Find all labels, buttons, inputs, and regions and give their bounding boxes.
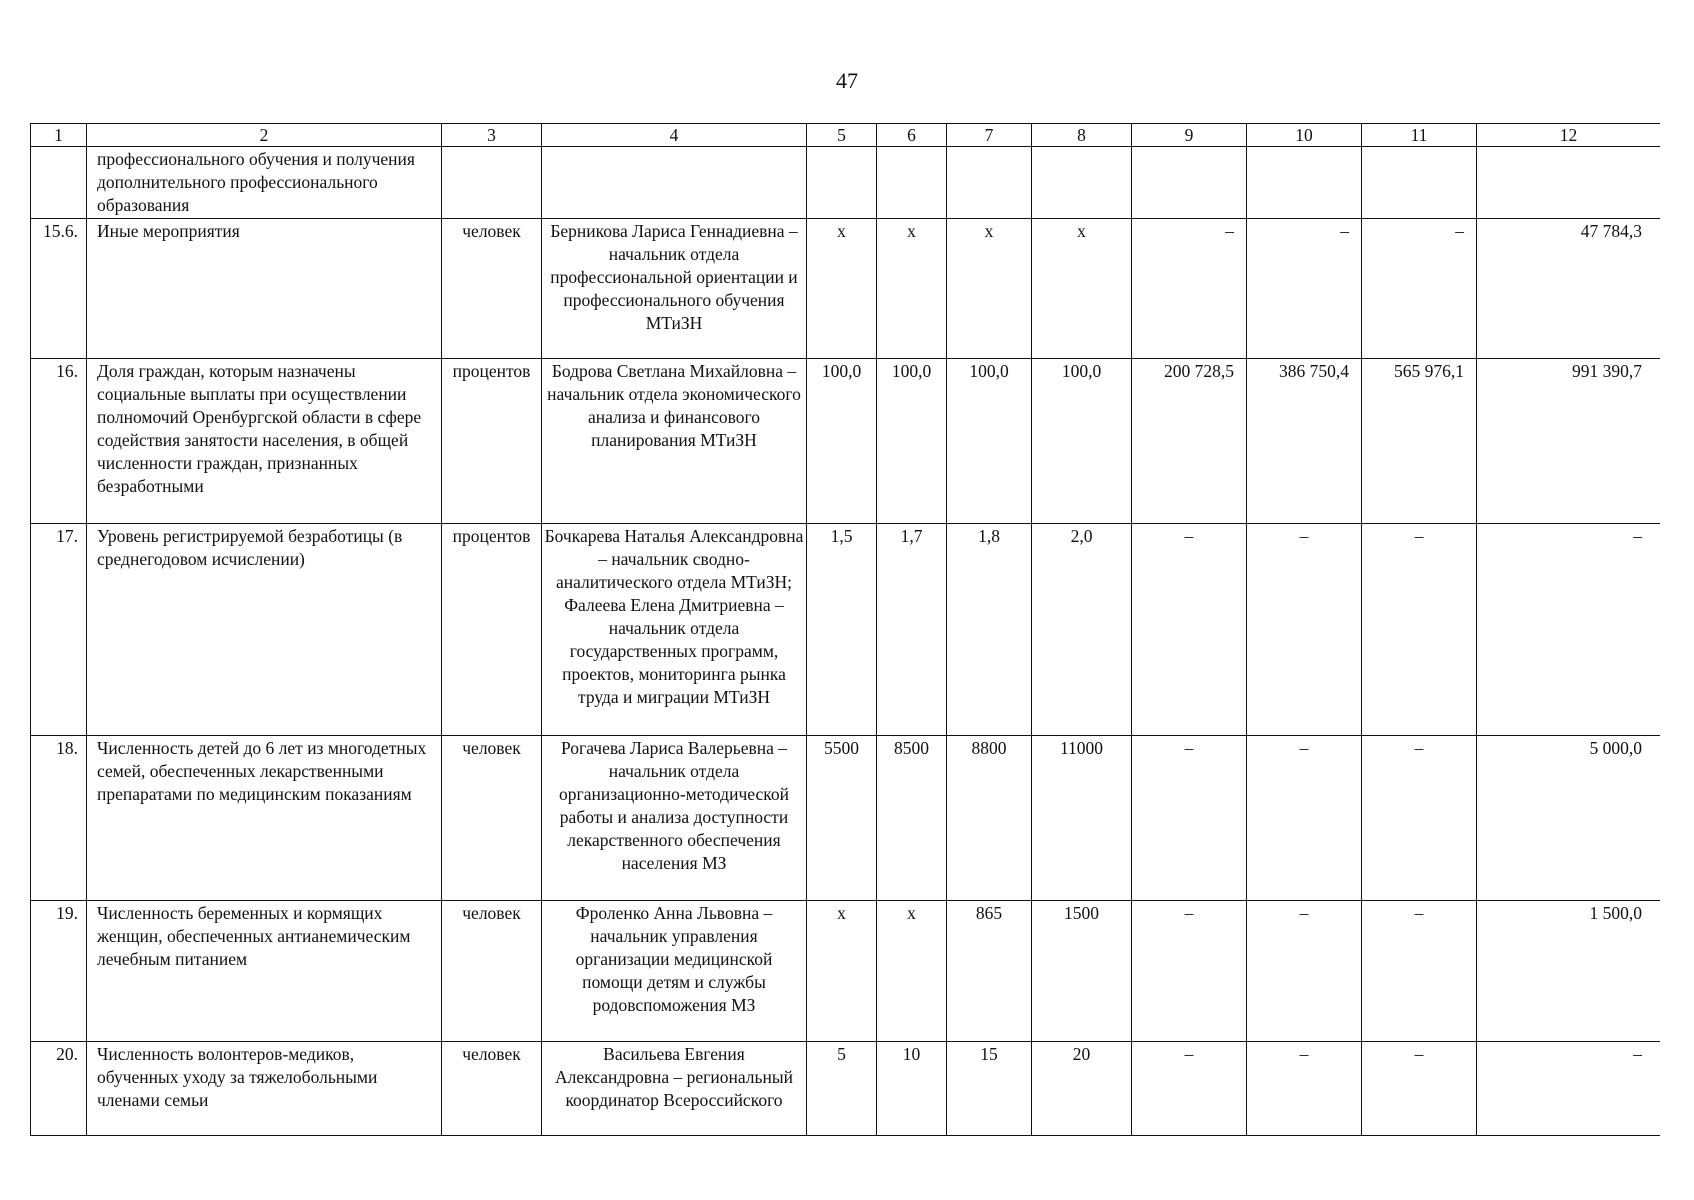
indicator-name: Доля граждан, которым назначены социальные выплаты при осуществлении полномочий Оренбургской области в сфере содействия занятости населения, в общей численности граждан, признанных безработными [87,359,442,524]
unit-cell: процентов [442,524,542,736]
unit-cell [442,147,542,219]
value-cell: х [877,219,947,359]
row-number [31,147,87,219]
value-cell: 20 [1032,1042,1132,1136]
column-header: 10 [1247,124,1362,147]
column-header: 7 [947,124,1032,147]
funding-cell: – [1132,901,1247,1042]
indicator-name: Численность беременных и кормящих женщин, обеспеченных антианемическим лечебным питанием [87,901,442,1042]
value-cell [877,147,947,219]
value-cell: 2,0 [1032,524,1132,736]
value-cell: 1,5 [807,524,877,736]
value-cell: 15 [947,1042,1032,1136]
value-cell: 5500 [807,736,877,901]
value-cell: 1,8 [947,524,1032,736]
table-row [31,524,1661,736]
column-header: 2 [87,124,442,147]
column-header: 9 [1132,124,1247,147]
unit-cell: человек [442,901,542,1042]
indicator-name: Численность волонтеров-медиков, обученных уходу за тяжелобольными членами семьи [87,1042,442,1136]
table-row [31,901,1661,1042]
table-row [31,1042,1661,1136]
table-row [31,219,1661,359]
total-funding-cell [1477,147,1661,219]
value-cell: 865 [947,901,1032,1042]
value-cell: 100,0 [877,359,947,524]
row-number: 18. [31,736,87,901]
funding-cell: – [1362,1042,1477,1136]
column-header: 11 [1362,124,1477,147]
total-funding-cell: 991 390,7 [1477,359,1661,524]
responsible-cell [542,147,807,219]
table-row [31,736,1661,901]
unit-cell: процентов [442,359,542,524]
unit-cell: человек [442,219,542,359]
column-header: 6 [877,124,947,147]
row-number: 15.6. [31,219,87,359]
total-funding-cell: 47 784,3 [1477,219,1661,359]
value-cell: 11000 [1032,736,1132,901]
value-cell: 8500 [877,736,947,901]
row-number: 16. [31,359,87,524]
funding-cell: – [1362,219,1477,359]
indicator-name: Численность детей до 6 лет из многодетных семей, обеспеченных лекарственными препаратами по медицинским показаниям [87,736,442,901]
row-number: 20. [31,1042,87,1136]
indicators-table-wrap [30,123,1660,1150]
value-cell: 1500 [1032,901,1132,1042]
value-cell: 10 [877,1042,947,1136]
column-header: 5 [807,124,877,147]
funding-cell: – [1362,736,1477,901]
value-cell: х [1032,219,1132,359]
funding-cell: – [1362,901,1477,1042]
responsible-cell: Бочкарева Наталья Александровна – начальник сводно-аналитического отдела МТиЗН; Фалеева Елена Дмитриевна – начальник отдела государственных программ, проектов, мониторинга рынка труда и миграции МТиЗН [542,524,807,736]
value-cell: 100,0 [947,359,1032,524]
column-header: 3 [442,124,542,147]
funding-cell [1362,147,1477,219]
responsible-cell: Рогачева Лариса Валерьевна – начальник отдела организационно-методической работы и анализа доступности лекарственного обеспечения населения МЗ [542,736,807,901]
indicator-name: профессионального обучения и получения дополнительного профессионального образования [87,147,442,219]
funding-cell: – [1132,524,1247,736]
funding-cell: – [1132,736,1247,901]
value-cell: х [877,901,947,1042]
value-cell: 5 [807,1042,877,1136]
column-number-row [31,124,1661,147]
indicator-name: Уровень регистрируемой безработицы (в среднегодовом исчислении) [87,524,442,736]
total-funding-cell: – [1477,1042,1661,1136]
page-number: 47 [836,68,858,93]
value-cell: х [807,901,877,1042]
unit-cell: человек [442,736,542,901]
funding-cell: – [1132,1042,1247,1136]
value-cell: х [947,219,1032,359]
funding-cell: – [1247,1042,1362,1136]
total-funding-cell: – [1477,524,1661,736]
responsible-cell: Бодрова Светлана Михайловна – начальник отдела экономического анализа и финансового планирования МТиЗН [542,359,807,524]
responsible-cell: Берникова Лариса Геннадиевна – начальник отдела профессиональной ориентации и профессионального обучения МТиЗН [542,219,807,359]
column-header: 12 [1477,124,1661,147]
funding-cell: 200 728,5 [1132,359,1247,524]
value-cell: 100,0 [807,359,877,524]
table-row [31,147,1661,219]
funding-cell: – [1132,219,1247,359]
funding-cell: – [1247,736,1362,901]
table-row [31,359,1661,524]
row-number: 19. [31,901,87,1042]
column-header: 1 [31,124,87,147]
responsible-cell: Васильева Евгения Александровна – региональный координатор Всероссийского [542,1042,807,1136]
funding-cell: 565 976,1 [1362,359,1477,524]
row-number: 17. [31,524,87,736]
total-funding-cell: 5 000,0 [1477,736,1661,901]
funding-cell: 386 750,4 [1247,359,1362,524]
indicator-name: Иные мероприятия [87,219,442,359]
funding-cell [1247,147,1362,219]
value-cell: х [807,219,877,359]
value-cell [1032,147,1132,219]
funding-cell: – [1247,901,1362,1042]
value-cell [807,147,877,219]
value-cell: 8800 [947,736,1032,901]
total-funding-cell: 1 500,0 [1477,901,1661,1042]
indicators-table [30,123,1660,1136]
funding-cell: – [1362,524,1477,736]
responsible-cell: Фроленко Анна Львовна – начальник управления организации медицинской помощи детям и службы родовспоможения МЗ [542,901,807,1042]
value-cell: 1,7 [877,524,947,736]
funding-cell: – [1247,219,1362,359]
unit-cell: человек [442,1042,542,1136]
funding-cell [1132,147,1247,219]
value-cell [947,147,1032,219]
column-header: 4 [542,124,807,147]
funding-cell: – [1247,524,1362,736]
column-header: 8 [1032,124,1132,147]
value-cell: 100,0 [1032,359,1132,524]
